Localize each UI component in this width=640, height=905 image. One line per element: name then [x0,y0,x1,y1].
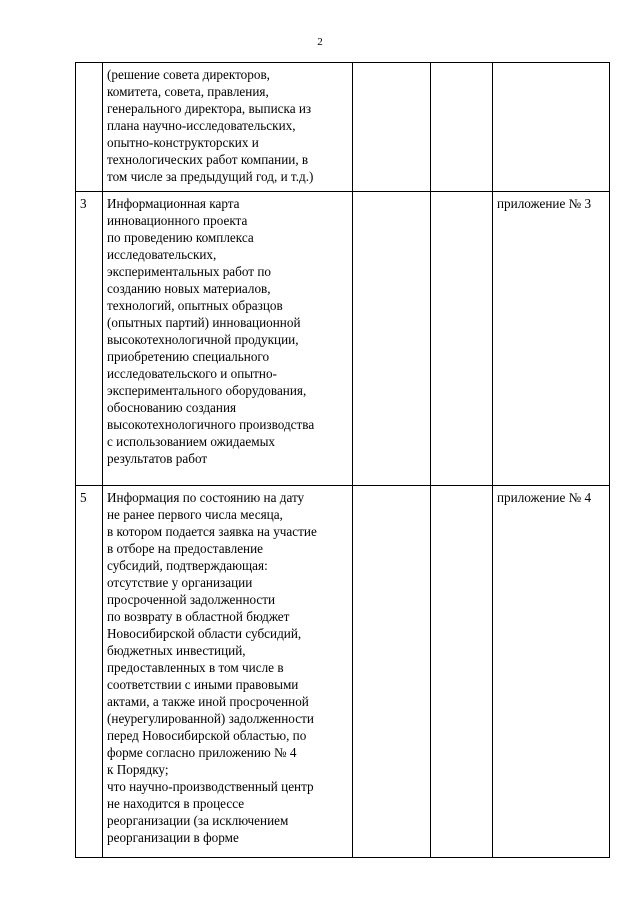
description-line: по проведению комплекса [107,230,254,245]
description-line: соответствии с иными правовыми [107,677,299,692]
description-line: (опытных партий) инновационной [107,315,301,330]
row-appendix [493,63,610,192]
description-line: (неурегулированной) задолженности [107,711,314,726]
row-number: 5 [76,486,103,858]
row-empty-cell [431,63,493,192]
description-line: высокотехнологичной продукции, [107,332,299,347]
row-appendix: приложение № 4 [493,486,610,858]
row-appendix: приложение № 3 [493,192,610,486]
description-line: технологий, опытных образцов [107,298,283,313]
description-line: перед Новосибирской областью, по [107,728,307,743]
row-description [103,486,353,858]
description-line: обоснованию создания [107,400,237,415]
description-line: Информационная карта [107,196,240,211]
page-number: 2 [317,36,323,48]
description-line: просроченной задолженности [107,592,276,607]
description-line: плана научно-исследовательских, [107,118,296,133]
description-line: Информация по состоянию на дату [107,490,305,505]
description-line: (решение совета директоров, [107,67,270,82]
description-line: инновационного проекта [107,213,248,228]
description-line: экспериментальных работ по [107,264,271,279]
description-line: по возврату в областной бюджет [107,609,290,624]
description-line: что научно-производственный центр [107,779,314,794]
description-line: исследовательских, [107,247,217,262]
row-empty-cell [431,486,493,858]
description-line: в котором подается заявка на участие [107,524,317,539]
description-line: не ранее первого числа месяца, [107,507,283,522]
description-line: экспериментального оборудования, [107,383,307,398]
row-empty-cell [353,486,431,858]
description-line: бюджетных инвестиций, [107,643,246,658]
description-line: отсутствие у организации [107,575,253,590]
description-line: технологических работ компании, в [107,152,309,167]
row-description [103,192,353,486]
table-row [76,192,610,486]
row-description [103,63,353,192]
row-empty-cell [353,192,431,486]
description-line: реорганизации (за исключением [107,813,289,828]
table-row [76,63,610,192]
description-line: субсидий, подтверждающая: [107,558,268,573]
description-line: результатов работ [107,451,208,466]
description-line: опытно-конструкторских и [107,135,259,150]
description-line: исследовательского и опытно- [107,366,277,381]
description-line: к Порядку; [107,762,169,777]
description-line: актами, а также иной просроченной [107,694,309,709]
description-line: приобретению специального [107,349,270,364]
table-row [76,486,610,858]
documents-table [75,62,610,858]
description-line: не находится в процессе [107,796,245,811]
description-line: том числе за предыдущий год, и т.д.) [107,169,314,184]
description-line: созданию новых материалов, [107,281,271,296]
description-line: предоставленных в том числе в [107,660,284,675]
description-line: реорганизации в форме [107,830,239,845]
description-line: генерального директора, выписка из [107,101,312,116]
description-line: с использованием ожидаемых [107,434,276,449]
row-empty-cell [353,63,431,192]
description-line: высокотехнологичного производства [107,417,315,432]
description-line: Новосибирской области субсидий, [107,626,302,641]
row-empty-cell [431,192,493,486]
description-line: форме согласно приложению № 4 [107,745,297,760]
description-line: комитета, совета, правления, [107,84,269,99]
description-line: в отборе на предоставление [107,541,264,556]
row-number [76,63,103,192]
row-number: 3 [76,192,103,486]
